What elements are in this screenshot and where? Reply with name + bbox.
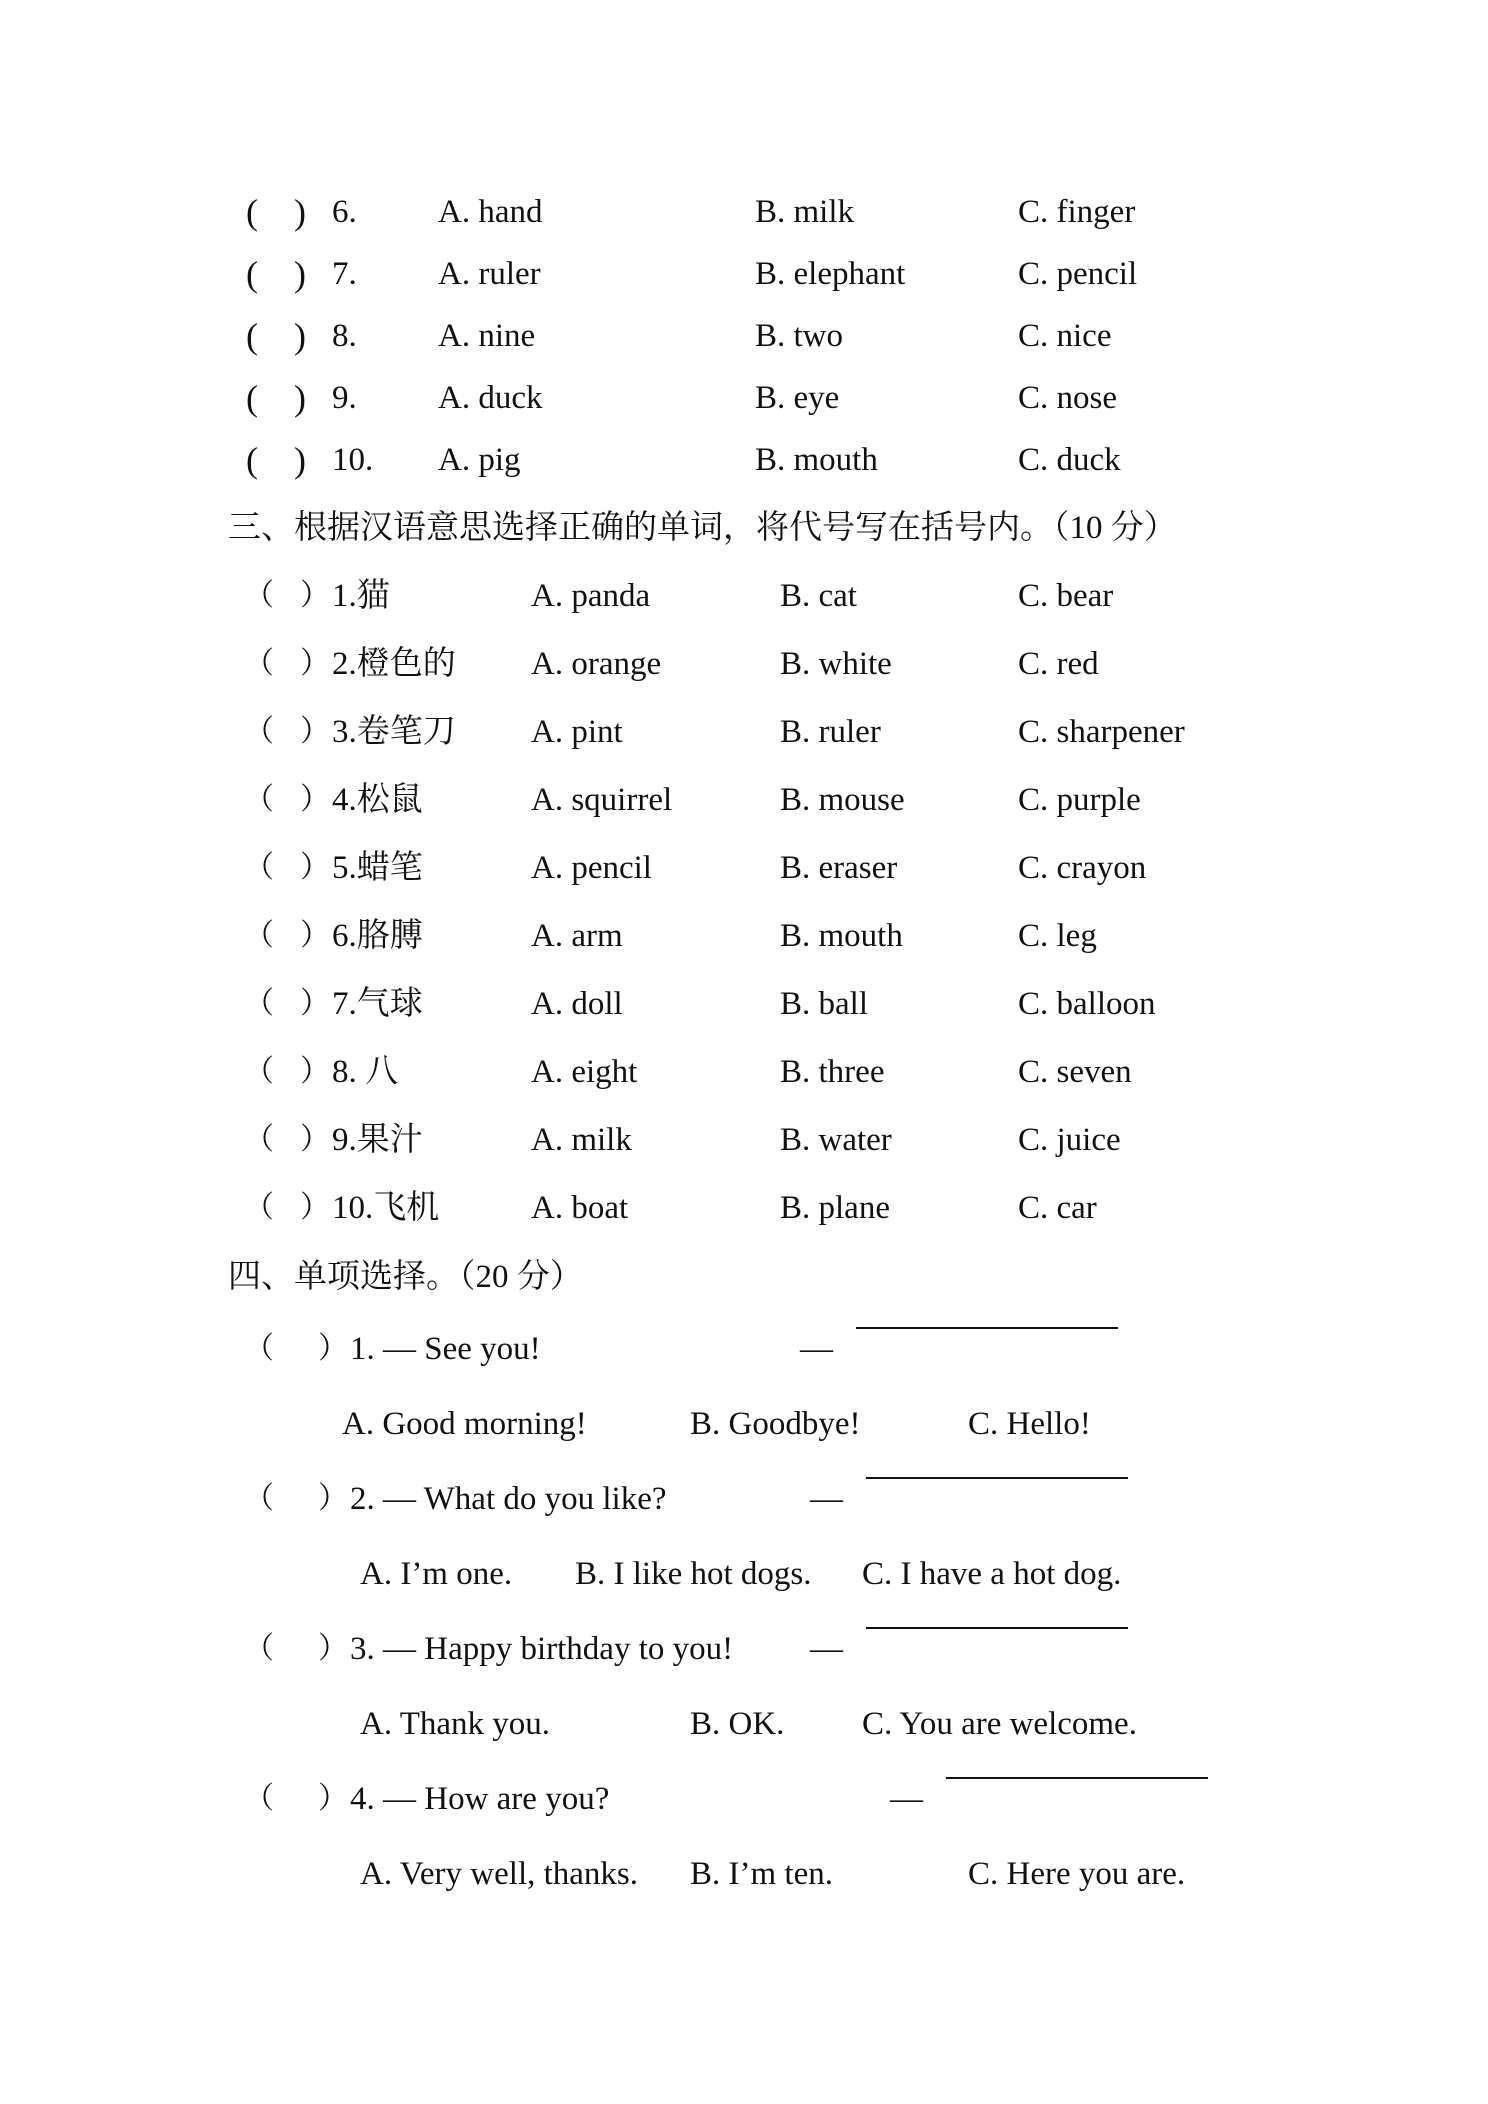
option-a: A. doll xyxy=(531,986,623,1022)
answer-bracket-close: ) xyxy=(294,192,306,232)
answer-blank-line xyxy=(866,1627,1128,1629)
answer-bracket-close: ） xyxy=(300,783,330,816)
option-a: A. arm xyxy=(531,918,623,954)
option-c: C. finger xyxy=(1018,194,1136,230)
answer-bracket-close: ) xyxy=(294,440,306,480)
answer-bracket-open: （ xyxy=(244,715,274,748)
option-c: C. duck xyxy=(1018,442,1121,478)
answer-bracket-open: ( xyxy=(246,192,258,232)
answer-bracket-open: （ xyxy=(244,783,274,816)
option-a: A. Thank you. xyxy=(360,1706,551,1742)
option-b: B. I like hot dogs. xyxy=(575,1556,812,1592)
option-c: C. pencil xyxy=(1018,256,1138,292)
question-text: 3. — Happy birthday to you! xyxy=(350,1631,734,1667)
s4-question-3 xyxy=(0,1627,1488,1671)
question-prompt: 6.胳膊 xyxy=(332,918,423,954)
answer-bracket-close: ） xyxy=(318,1782,348,1815)
question-prompt: 10.飞机 xyxy=(332,1190,440,1226)
question-prompt: 4.松鼠 xyxy=(332,782,423,818)
answer-bracket-open: ( xyxy=(246,254,258,294)
option-a: A. nine xyxy=(438,318,536,354)
option-b: B. mouse xyxy=(780,782,905,818)
option-a: A. pencil xyxy=(531,850,652,886)
answer-bracket-open: （ xyxy=(244,1332,274,1365)
option-b: B. ball xyxy=(780,986,868,1022)
s2-question-7 xyxy=(0,252,1488,296)
s3-question-4 xyxy=(0,778,1488,822)
option-c: C. Hello! xyxy=(968,1406,1091,1442)
option-c: C. red xyxy=(1018,646,1099,682)
answer-bracket-open: （ xyxy=(244,1482,274,1515)
answer-bracket-open: （ xyxy=(244,1191,274,1224)
question-number: 10. xyxy=(332,442,374,478)
answer-bracket-open: （ xyxy=(244,647,274,680)
option-a: A. duck xyxy=(438,380,543,416)
option-b: B. Goodbye! xyxy=(690,1406,861,1442)
response-dash: — xyxy=(810,1631,843,1667)
s4-options-4 xyxy=(0,1852,1488,1896)
option-b: B. elephant xyxy=(755,256,906,292)
option-b: B. milk xyxy=(755,194,855,230)
option-a: A. orange xyxy=(531,646,662,682)
answer-bracket-close: ） xyxy=(300,851,330,884)
option-c: C. You are welcome. xyxy=(862,1706,1137,1742)
option-c: C. purple xyxy=(1018,782,1141,818)
option-c: C. sharpener xyxy=(1018,714,1185,750)
s2-question-8 xyxy=(0,314,1488,358)
question-number: 9. xyxy=(332,380,357,416)
option-a: A. boat xyxy=(531,1190,629,1226)
question-text: 2. — What do you like? xyxy=(350,1481,667,1517)
s3-question-7 xyxy=(0,982,1488,1026)
option-a: A. squirrel xyxy=(531,782,673,818)
s4-question-4 xyxy=(0,1777,1488,1821)
option-c: C. crayon xyxy=(1018,850,1147,886)
s3-question-5 xyxy=(0,846,1488,890)
s3-question-3 xyxy=(0,710,1488,754)
s3-question-10 xyxy=(0,1186,1488,1230)
s4-options-1 xyxy=(0,1402,1488,1446)
question-number: 6. xyxy=(332,194,357,230)
answer-bracket-open: （ xyxy=(244,1632,274,1665)
question-prompt: 5.蜡笔 xyxy=(332,850,423,886)
answer-bracket-close: ） xyxy=(300,1123,330,1156)
answer-blank-line xyxy=(866,1477,1128,1479)
option-b: B. I’m ten. xyxy=(690,1856,833,1892)
option-b: B. mouth xyxy=(755,442,878,478)
option-a: A. ruler xyxy=(438,256,541,292)
question-prompt: 9.果汁 xyxy=(332,1122,423,1158)
option-c: C. car xyxy=(1018,1190,1097,1226)
answer-bracket-close: ） xyxy=(300,987,330,1020)
answer-bracket-open: ( xyxy=(246,316,258,356)
section-3-heading: 三、根据汉语意思选择正确的单词，将代号写在括号内。（10 分） xyxy=(228,510,1177,546)
question-prompt: 1.猫 xyxy=(332,578,390,614)
answer-bracket-close: ) xyxy=(294,378,306,418)
option-b: B. eye xyxy=(755,380,840,416)
response-dash: — xyxy=(890,1781,923,1817)
answer-blank-line xyxy=(856,1327,1118,1329)
answer-blank-line xyxy=(946,1777,1208,1779)
s3-question-2 xyxy=(0,642,1488,686)
option-b: B. eraser xyxy=(780,850,898,886)
question-prompt: 2.橙色的 xyxy=(332,646,456,682)
answer-bracket-close: ） xyxy=(300,647,330,680)
s3-question-6 xyxy=(0,914,1488,958)
response-dash: — xyxy=(810,1481,843,1517)
answer-bracket-close: ) xyxy=(294,316,306,356)
s3-question-8 xyxy=(0,1050,1488,1094)
option-a: A. pig xyxy=(438,442,521,478)
question-text: 1. — See you! xyxy=(350,1331,541,1367)
option-c: C. leg xyxy=(1018,918,1097,954)
option-c: C. bear xyxy=(1018,578,1114,614)
answer-bracket-close: ） xyxy=(300,579,330,612)
section-4-heading: 四、单项选择。（20 分） xyxy=(228,1259,583,1295)
question-prompt: 8. 八 xyxy=(332,1054,398,1090)
s4-question-2 xyxy=(0,1477,1488,1521)
option-a: A. I’m one. xyxy=(360,1556,513,1592)
answer-bracket-open: （ xyxy=(244,1123,274,1156)
option-b: B. two xyxy=(755,318,844,354)
option-b: B. water xyxy=(780,1122,892,1158)
answer-bracket-open: （ xyxy=(244,919,274,952)
answer-bracket-open: （ xyxy=(244,1782,274,1815)
option-a: A. panda xyxy=(531,578,651,614)
question-number: 7. xyxy=(332,256,357,292)
answer-bracket-close: ） xyxy=(318,1482,348,1515)
answer-bracket-close: ） xyxy=(300,1191,330,1224)
option-c: C. Here you are. xyxy=(968,1856,1186,1892)
s4-options-2 xyxy=(0,1552,1488,1596)
s4-question-1 xyxy=(0,1327,1488,1371)
s2-question-9 xyxy=(0,376,1488,420)
s3-question-9 xyxy=(0,1118,1488,1162)
answer-bracket-open: （ xyxy=(244,851,274,884)
option-a: A. Good morning! xyxy=(342,1406,587,1442)
answer-bracket-close: ) xyxy=(294,254,306,294)
option-b: B. plane xyxy=(780,1190,890,1226)
option-b: B. cat xyxy=(780,578,857,614)
option-b: B. three xyxy=(780,1054,885,1090)
option-c: C. nice xyxy=(1018,318,1112,354)
option-c: C. I have a hot dog. xyxy=(862,1556,1122,1592)
s2-question-6 xyxy=(0,190,1488,234)
answer-bracket-close: ） xyxy=(300,715,330,748)
option-c: C. seven xyxy=(1018,1054,1132,1090)
option-b: B. ruler xyxy=(780,714,881,750)
response-dash: — xyxy=(800,1331,833,1367)
option-b: B. mouth xyxy=(780,918,903,954)
option-c: C. balloon xyxy=(1018,986,1156,1022)
option-b: B. OK. xyxy=(690,1706,785,1742)
option-b: B. white xyxy=(780,646,892,682)
option-a: A. Very well, thanks. xyxy=(360,1856,639,1892)
option-c: C. juice xyxy=(1018,1122,1121,1158)
option-a: A. hand xyxy=(438,194,543,230)
answer-bracket-open: ( xyxy=(246,378,258,418)
option-a: A. pint xyxy=(531,714,623,750)
question-text: 4. — How are you? xyxy=(350,1781,610,1817)
s3-question-1 xyxy=(0,574,1488,618)
s4-options-3 xyxy=(0,1702,1488,1746)
option-a: A. eight xyxy=(531,1054,638,1090)
answer-bracket-close: ） xyxy=(318,1632,348,1665)
answer-bracket-open: ( xyxy=(246,440,258,480)
option-a: A. milk xyxy=(531,1122,632,1158)
answer-bracket-open: （ xyxy=(244,579,274,612)
answer-bracket-close: ） xyxy=(300,919,330,952)
answer-bracket-close: ） xyxy=(300,1055,330,1088)
option-c: C. nose xyxy=(1018,380,1117,416)
question-prompt: 7.气球 xyxy=(332,986,423,1022)
question-prompt: 3.卷笔刀 xyxy=(332,714,456,750)
s2-question-10 xyxy=(0,438,1488,482)
answer-bracket-open: （ xyxy=(244,1055,274,1088)
answer-bracket-open: （ xyxy=(244,987,274,1020)
question-number: 8. xyxy=(332,318,357,354)
answer-bracket-close: ） xyxy=(318,1332,348,1365)
